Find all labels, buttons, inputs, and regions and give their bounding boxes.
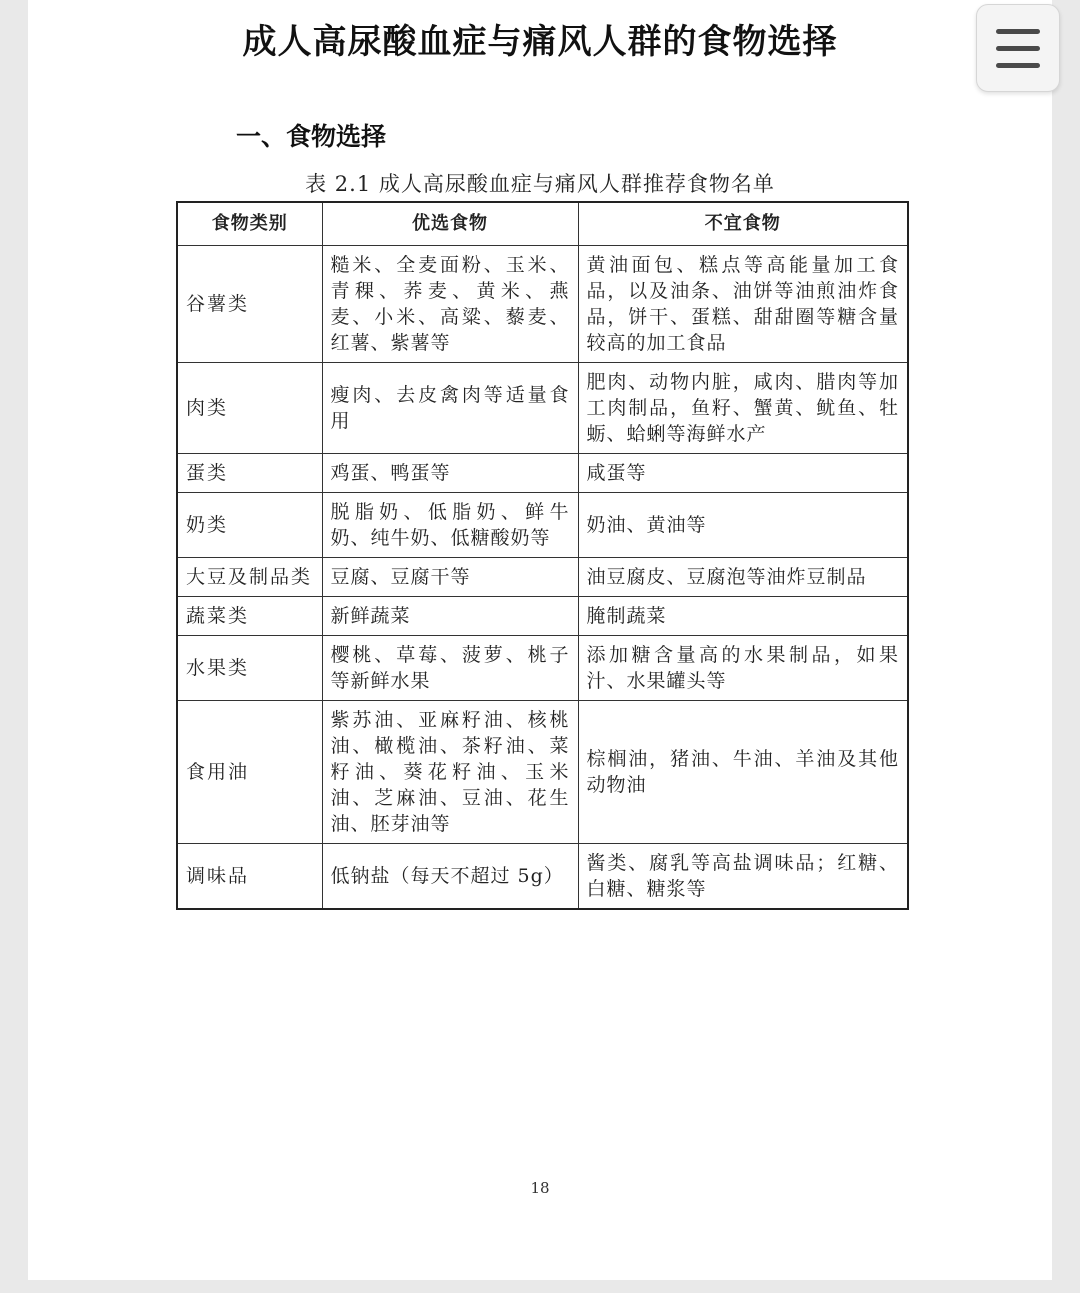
table-row bbox=[177, 701, 908, 844]
row-category: 调味品 bbox=[177, 844, 322, 910]
hamburger-menu-icon bbox=[996, 29, 1040, 34]
hamburger-menu-icon bbox=[996, 46, 1040, 51]
row-avoid: 奶油、黄油等 bbox=[578, 493, 908, 558]
row-preferred: 樱桃、草莓、菠萝、桃子等新鲜水果 bbox=[322, 636, 578, 701]
table-row bbox=[177, 493, 908, 558]
table-caption: 表 2.1 成人高尿酸血症与痛风人群推荐食物名单 bbox=[305, 172, 775, 196]
row-avoid: 棕榈油，猪油、牛油、羊油及其他动物油 bbox=[578, 701, 908, 844]
table-header-row bbox=[177, 202, 908, 246]
row-category: 肉类 bbox=[177, 363, 322, 454]
table-row bbox=[177, 844, 908, 910]
row-category: 谷薯类 bbox=[177, 246, 322, 363]
row-preferred: 糙米、全麦面粉、玉米、青稞、荞麦、黄米、燕麦、小米、高粱、藜麦、红薯、紫薯等 bbox=[322, 246, 578, 363]
row-category: 蔬菜类 bbox=[177, 597, 322, 636]
row-preferred: 脱脂奶、低脂奶、鲜牛奶、纯牛奶、低糖酸奶等 bbox=[322, 493, 578, 558]
page-number: 18 bbox=[530, 1179, 550, 1197]
table-row bbox=[177, 636, 908, 701]
row-preferred: 瘦肉、去皮禽肉等适量食用 bbox=[322, 363, 578, 454]
row-preferred: 豆腐、豆腐干等 bbox=[322, 558, 578, 597]
header-preferred: 优选食物 bbox=[322, 202, 578, 246]
row-avoid: 腌制蔬菜 bbox=[578, 597, 908, 636]
hamburger-menu-icon bbox=[996, 63, 1040, 68]
table-row bbox=[177, 246, 908, 363]
page-title: 成人高尿酸血症与痛风人群的食物选择 bbox=[242, 22, 838, 62]
row-category: 奶类 bbox=[177, 493, 322, 558]
row-avoid: 油豆腐皮、豆腐泡等油炸豆制品 bbox=[578, 558, 908, 597]
row-preferred: 低钠盐（每天不超过 5g） bbox=[322, 844, 578, 910]
row-avoid: 黄油面包、糕点等高能量加工食品，以及油条、油饼等油煎油炸食品，饼干、蛋糕、甜甜圈等糖含量较高的加工食品 bbox=[578, 246, 908, 363]
menu-button[interactable] bbox=[976, 4, 1060, 92]
row-avoid: 添加糖含量高的水果制品，如果汁、水果罐头等 bbox=[578, 636, 908, 701]
table-row bbox=[177, 558, 908, 597]
row-avoid: 酱类、腐乳等高盐调味品；红糖、白糖、糖浆等 bbox=[578, 844, 908, 910]
header-category: 食物类别 bbox=[177, 202, 322, 246]
row-category: 食用油 bbox=[177, 701, 322, 844]
row-category: 大豆及制品类 bbox=[177, 558, 322, 597]
row-preferred: 新鲜蔬菜 bbox=[322, 597, 578, 636]
table-row bbox=[177, 363, 908, 454]
table-row bbox=[177, 597, 908, 636]
row-category: 蛋类 bbox=[177, 454, 322, 493]
section-heading: 一、食物选择 bbox=[236, 122, 387, 151]
row-avoid: 咸蛋等 bbox=[578, 454, 908, 493]
row-avoid: 肥肉、动物内脏，咸肉、腊肉等加工肉制品，鱼籽、蟹黄、鱿鱼、牡蛎、蛤蜊等海鲜水产 bbox=[578, 363, 908, 454]
row-preferred: 鸡蛋、鸭蛋等 bbox=[322, 454, 578, 493]
table-row bbox=[177, 454, 908, 493]
row-preferred: 紫苏油、亚麻籽油、核桃油、橄榄油、茶籽油、菜籽油、葵花籽油、玉米油、芝麻油、豆油、花生油、胚芽油等 bbox=[322, 701, 578, 844]
food-recommendation-table bbox=[176, 201, 909, 910]
row-category: 水果类 bbox=[177, 636, 322, 701]
header-avoid: 不宜食物 bbox=[578, 202, 908, 246]
